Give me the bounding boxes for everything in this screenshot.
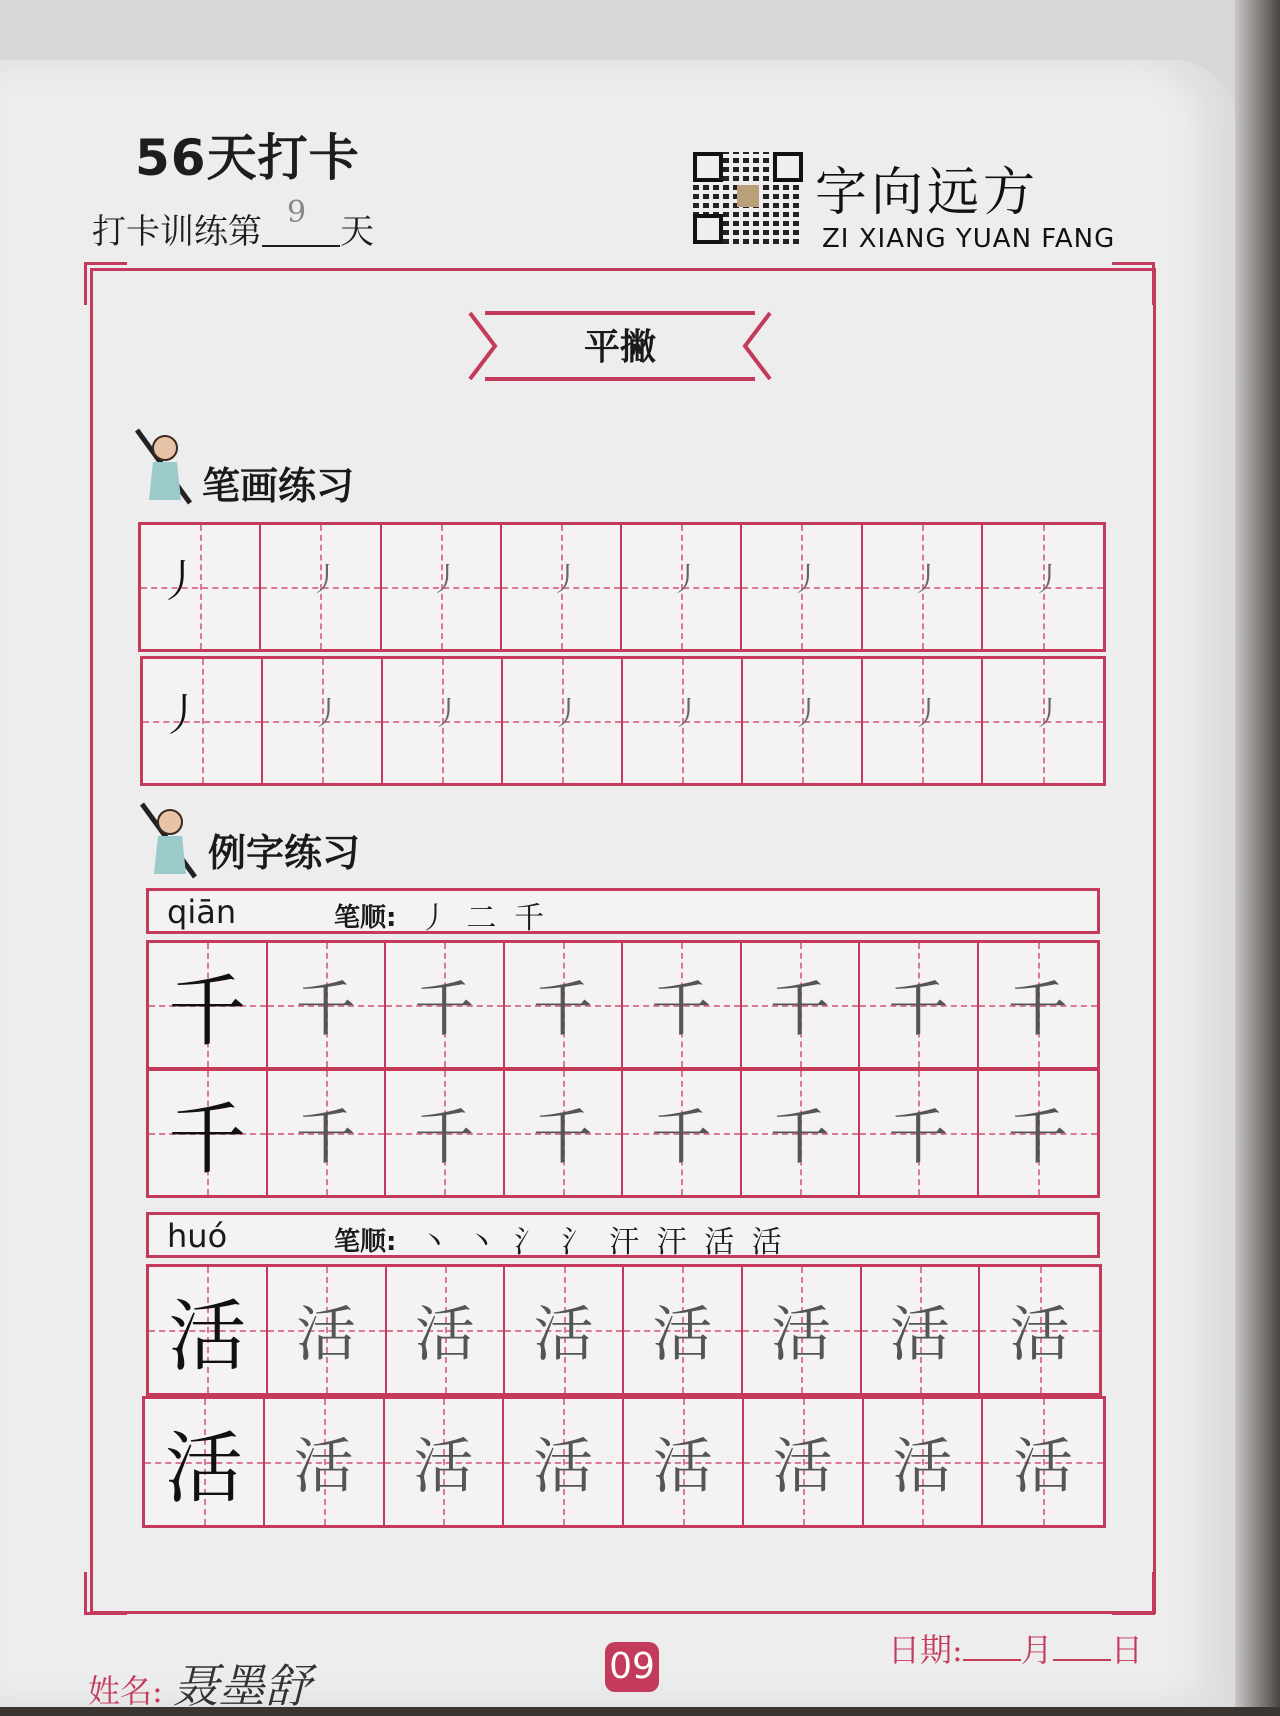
practice-cell <box>149 1267 268 1393</box>
traced-character: 活 <box>1009 1300 1070 1370</box>
student-figure-icon <box>140 802 200 882</box>
traced-character: 千 <box>888 1103 949 1173</box>
character-practice-row <box>146 1068 1100 1198</box>
traced-character: 活 <box>771 1300 832 1370</box>
days-title: 56天打卡 <box>135 129 360 187</box>
practice-cell <box>980 1267 1099 1393</box>
stroke-order-label: 笔顺: <box>334 903 397 933</box>
stroke-trace: 丿 <box>1031 560 1064 598</box>
practice-cell <box>623 659 743 783</box>
practice-cell <box>622 525 742 649</box>
practice-cell <box>743 1267 862 1393</box>
qr-logo <box>737 185 759 207</box>
stroke-trace: 丿 <box>670 560 703 598</box>
model-character: 千 <box>168 1095 247 1185</box>
practice-cell <box>983 659 1103 783</box>
qr-code-icon <box>693 152 803 244</box>
stroke-practice-row <box>138 522 1106 652</box>
example-practice-heading: 例字练习 <box>208 831 361 875</box>
stroke-trace: 丿 <box>910 694 943 732</box>
traced-character: 千 <box>651 1103 712 1173</box>
traced-character: 千 <box>769 1103 830 1173</box>
model-character: 活 <box>164 1424 243 1514</box>
frame-corner <box>84 262 127 305</box>
name-line <box>88 1650 311 1716</box>
date-label: 日期: <box>888 1631 963 1669</box>
traced-character: 活 <box>652 1300 713 1370</box>
stroke-order-label: 笔顺: <box>334 1227 397 1257</box>
traced-character: 活 <box>889 1300 950 1370</box>
traced-character: 千 <box>888 975 949 1045</box>
stroke-order: 丶 丶 氵 氵 汗 汗 活 活 <box>419 1225 786 1260</box>
practice-cell <box>624 1399 744 1525</box>
practice-cell <box>265 1399 385 1525</box>
practice-cell <box>983 525 1103 649</box>
traced-character: 活 <box>892 1432 953 1502</box>
practice-cell <box>503 659 623 783</box>
stroke-practice-heading: 笔画练习 <box>202 464 355 508</box>
name-label: 姓名: <box>88 1672 163 1710</box>
frame-corner <box>84 1572 127 1615</box>
practice-cell <box>505 1267 624 1393</box>
stroke-trace: 丿 <box>430 694 463 732</box>
practice-cell <box>387 1267 506 1393</box>
month-blank <box>963 1633 1021 1661</box>
practice-cell <box>504 1399 624 1525</box>
pinyin: huó <box>167 1217 228 1255</box>
day-blank <box>1053 1633 1111 1661</box>
stroke-trace: 丿 <box>910 560 943 598</box>
practice-cell <box>623 1071 742 1195</box>
traced-character: 千 <box>651 975 712 1045</box>
brand-logo-cn: 字向远方 <box>815 163 1040 223</box>
model-character: 活 <box>168 1292 247 1382</box>
practice-cell <box>744 1399 864 1525</box>
name-signature: 聂墨舒 <box>172 1659 311 1713</box>
stroke-model: 丿 <box>158 556 203 607</box>
training-suffix: 天 <box>340 212 374 252</box>
traced-character: 活 <box>533 1300 594 1370</box>
traced-character: 千 <box>769 975 830 1045</box>
qr-finder <box>773 152 803 182</box>
practice-cell <box>383 659 503 783</box>
training-prefix: 打卡训练第 <box>92 212 262 252</box>
traced-character: 活 <box>413 1432 474 1502</box>
model-character: 千 <box>168 967 247 1057</box>
traced-character: 活 <box>414 1300 475 1370</box>
student-figure-icon <box>135 428 195 508</box>
training-day-blank <box>262 195 340 247</box>
practice-cell <box>263 659 383 783</box>
stroke-trace: 丿 <box>429 560 462 598</box>
stroke-trace: 丿 <box>790 694 823 732</box>
traced-character: 千 <box>295 1103 356 1173</box>
training-day-line <box>92 195 374 253</box>
practice-cell <box>268 1071 387 1195</box>
frame-corner <box>1112 262 1155 305</box>
traced-character: 活 <box>296 1300 357 1370</box>
traced-character: 活 <box>533 1432 594 1502</box>
day-label: 日 <box>1110 1631 1143 1669</box>
practice-cell <box>864 1399 984 1525</box>
practice-cell <box>863 659 983 783</box>
practice-cell <box>141 525 261 649</box>
practice-cell <box>742 525 862 649</box>
traced-character: 千 <box>414 1103 475 1173</box>
brand-logo-en: ZI XIANG YUAN FANG <box>822 224 1116 254</box>
lesson-title: 平撇 <box>583 327 656 368</box>
practice-cell <box>860 943 979 1067</box>
practice-cell <box>261 525 381 649</box>
practice-cell <box>979 943 1098 1067</box>
stroke-trace: 丿 <box>310 694 343 732</box>
traced-character: 千 <box>1007 975 1068 1045</box>
traced-character: 活 <box>293 1432 354 1502</box>
stroke-trace: 丿 <box>550 694 583 732</box>
stroke-order: 丿 二 千 <box>419 901 549 936</box>
character-practice-row <box>146 940 1100 1070</box>
practice-cell <box>385 1399 505 1525</box>
stroke-trace: 丿 <box>670 694 703 732</box>
practice-cell <box>862 1267 981 1393</box>
practice-cell <box>268 1267 387 1393</box>
practice-cell <box>505 1071 624 1195</box>
traced-character: 活 <box>652 1432 713 1502</box>
stroke-trace: 丿 <box>309 560 342 598</box>
stroke-trace: 丿 <box>549 560 582 598</box>
practice-cell <box>505 943 624 1067</box>
practice-cell <box>382 525 502 649</box>
character-info-bar <box>146 1212 1100 1258</box>
character-practice-row <box>146 1264 1102 1396</box>
practice-cell <box>143 659 263 783</box>
practice-cell <box>863 525 983 649</box>
stroke-trace: 丿 <box>1031 694 1064 732</box>
traced-character: 千 <box>532 1103 593 1173</box>
practice-cell <box>860 1071 979 1195</box>
practice-cell <box>623 943 742 1067</box>
practice-cell <box>502 525 622 649</box>
practice-cell <box>268 943 387 1067</box>
traced-character: 活 <box>1013 1432 1074 1502</box>
traced-character: 千 <box>295 975 356 1045</box>
traced-character: 千 <box>532 975 593 1045</box>
stroke-practice-row <box>140 656 1106 786</box>
stroke-model: 丿 <box>160 690 204 741</box>
practice-cell <box>624 1267 743 1393</box>
practice-cell <box>149 1071 268 1195</box>
pinyin: qiān <box>167 893 237 931</box>
practice-cell <box>145 1399 265 1525</box>
practice-cell <box>742 1071 861 1195</box>
training-day-value: 9 <box>287 195 307 230</box>
traced-character: 千 <box>1007 1103 1068 1173</box>
background-surface <box>1235 0 1280 1707</box>
traced-character: 活 <box>772 1432 833 1502</box>
lesson-banner <box>465 305 775 387</box>
practice-cell <box>979 1071 1098 1195</box>
practice-cell <box>386 1071 505 1195</box>
traced-character: 千 <box>414 975 475 1045</box>
practice-cell <box>743 659 863 783</box>
qr-finder <box>693 152 723 182</box>
character-info-bar <box>146 888 1100 934</box>
month-label: 月 <box>1020 1631 1053 1669</box>
qr-finder <box>693 214 723 244</box>
date-line <box>888 1625 1143 1671</box>
frame-corner <box>1112 1572 1155 1615</box>
practice-cell <box>149 943 268 1067</box>
practice-cell <box>386 943 505 1067</box>
practice-cell <box>983 1399 1103 1525</box>
page-number-badge: 09 <box>605 1642 659 1692</box>
stroke-trace: 丿 <box>790 560 823 598</box>
character-practice-row <box>142 1396 1106 1528</box>
practice-cell <box>742 943 861 1067</box>
